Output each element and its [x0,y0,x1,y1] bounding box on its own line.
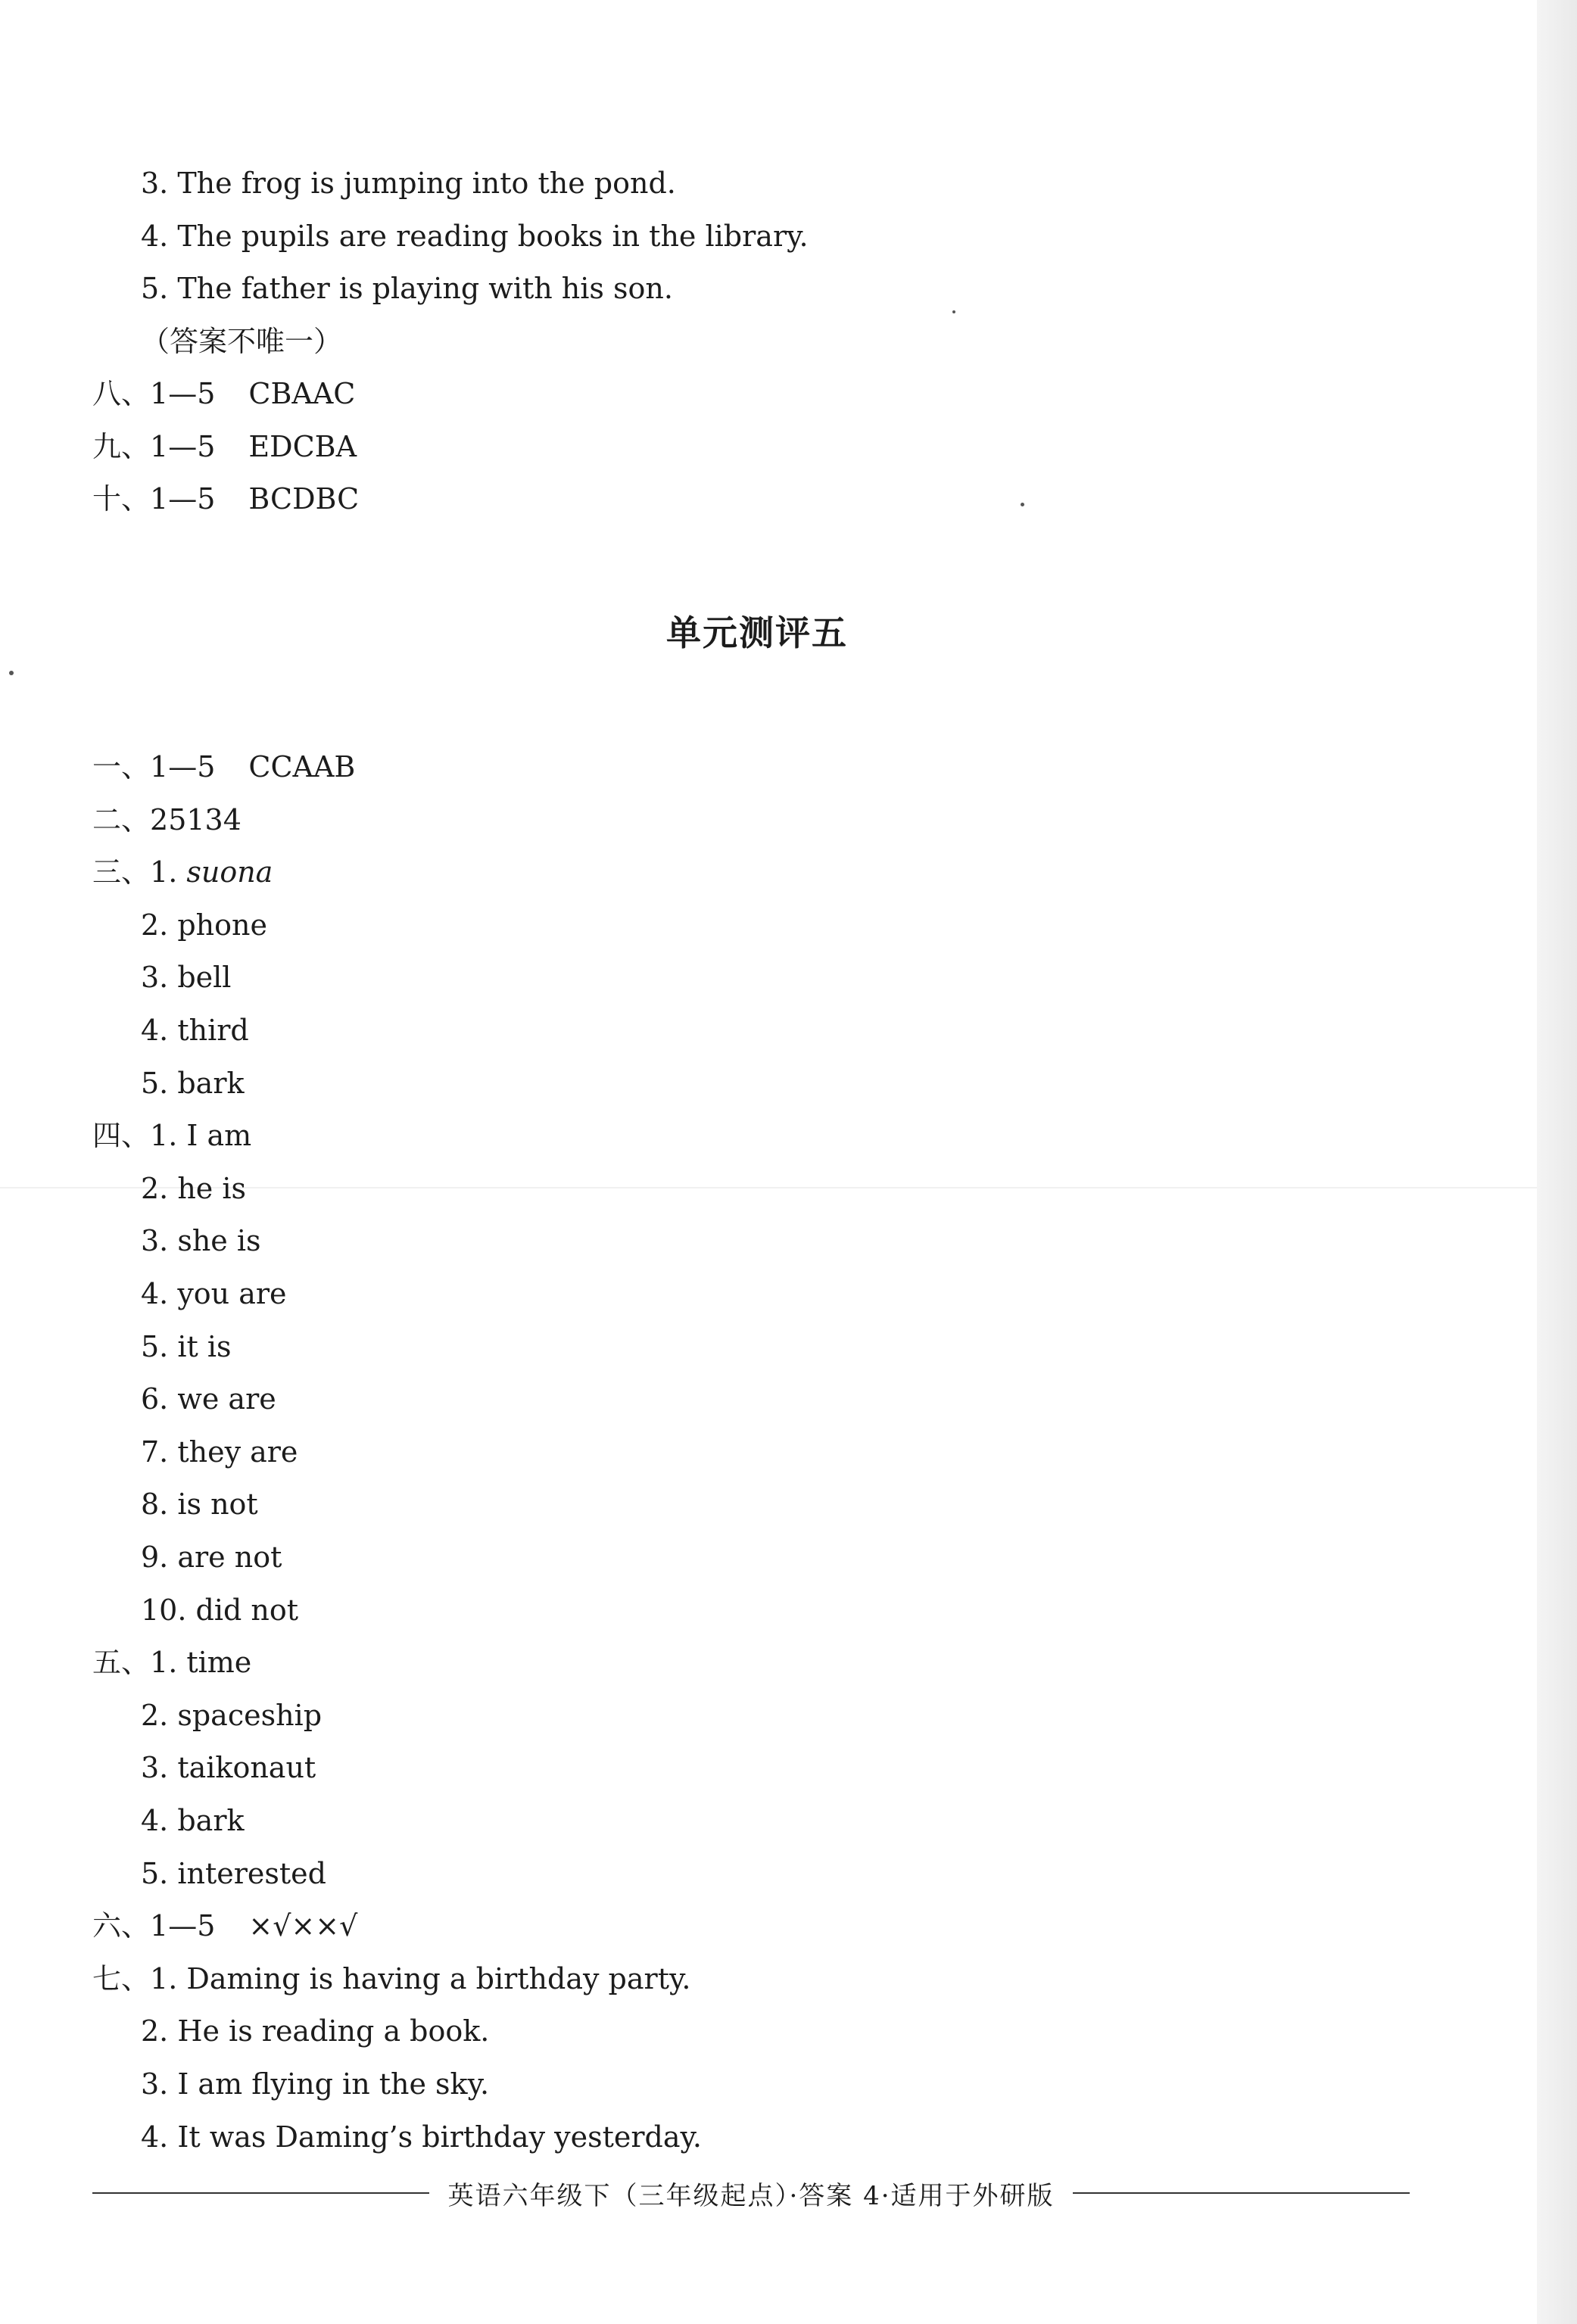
answer-key: EDCBA [248,429,357,463]
answer-line [141,1171,246,1206]
question-number: 九、 [92,429,151,463]
answer-text: 4. The pupils are reading books in the library. [141,219,809,253]
answer-text: 9. are not [141,1541,282,1574]
answer-line [92,481,359,516]
answer-line [92,802,242,837]
answer-text: 3. taikonaut [141,1751,316,1785]
answer-text: 3. she is [141,1224,261,1258]
answer-text: 2. phone [141,908,267,942]
question-number: 一、 [92,750,151,783]
answer-text: 1. [150,855,187,889]
answer-italic-word: suona [186,855,273,889]
answer-text: 25134 [150,802,242,836]
answer-line [141,1803,245,1838]
answer-text: 8. is not [141,1488,258,1522]
answer-text: 6. we are [141,1382,276,1416]
scan-speck [9,671,14,675]
answer-line [92,1645,251,1680]
answer-line [141,1223,261,1258]
answer-text: 10. did not [141,1593,299,1627]
answer-text: 1. I am [150,1119,252,1153]
answer-line [141,1750,316,1785]
answer-text: 4. bark [141,1804,245,1837]
answer-text: 5. bark [141,1066,245,1100]
answer-line [141,1066,245,1101]
answer-key: CCAAB [248,750,356,783]
answer-text: 4. third [141,1014,249,1047]
answer-line [141,219,809,254]
answer-line [141,1329,232,1364]
answer-line [141,1540,282,1575]
answer-text: 1. Daming is having a birthday party. [150,1961,691,1995]
answer-line [141,1698,322,1733]
answer-text: 2. he is [141,1171,247,1205]
answer-line [92,855,273,889]
scan-speck [1021,503,1024,506]
answer-line [141,2014,489,2048]
answer-line [141,166,676,201]
answer-line [92,1961,690,1996]
answer-line [92,1908,357,1943]
answer-line [141,1276,287,1311]
answer-line [141,1013,249,1048]
answer-text: 5. The father is playing with his son. [141,272,673,305]
answer-text: 1—5 [150,750,216,783]
answer-key: ×√××√ [248,1909,358,1943]
question-number: 二、 [92,802,151,836]
answer-text: 2. spaceship [141,1698,323,1732]
answer-line [92,376,355,411]
answer-line [141,271,673,306]
answer-line [141,2120,702,2154]
answer-line [141,1593,298,1628]
answer-text: 3. bell [141,961,232,995]
answer-text: 2. He is reading a book. [141,2014,490,2048]
answer-line [92,749,355,784]
question-number: 五、 [92,1646,151,1680]
answer-line [141,1435,298,1469]
answer-key: BCDBC [248,482,360,516]
answer-line [92,1118,251,1153]
answer-text: 1—5 [150,377,216,410]
answer-text: 3. I am flying in the sky. [141,2067,490,2101]
question-number: 十、 [92,482,151,516]
answer-text: 4. It was Daming’s birthday yesterday. [141,2120,702,2154]
answer-line [141,324,342,359]
answer-text: 1—5 [150,429,216,463]
answer-line [141,960,231,995]
question-number: 八、 [92,377,151,410]
answer-text: 1—5 [150,482,216,516]
answer-line [141,908,267,942]
answer-text: （答案不唯一） [141,324,343,358]
question-number: 三、 [92,855,151,889]
answer-line [141,1382,276,1416]
answer-line [92,429,357,464]
question-number: 六、 [92,1909,151,1943]
answer-text: 7. they are [141,1435,298,1469]
footer-rule-right [1073,2192,1410,2194]
answer-text: 5. interested [141,1856,326,1890]
answer-text: 1—5 [150,1909,216,1943]
footer-rule-left [92,2192,429,2194]
answer-text: 5. it is [141,1329,232,1363]
answer-text: 3. The frog is jumping into the pond. [141,167,676,200]
answer-line [141,1856,326,1891]
question-number: 四、 [92,1119,151,1153]
answer-text: 1. time [150,1646,252,1680]
scan-speck [952,310,955,313]
page-footer [92,2176,1410,2210]
answer-line [141,2067,489,2101]
scan-edge-shadow [1537,0,1577,2324]
answer-key: CBAAC [248,377,356,410]
answer-line [141,1487,258,1522]
answer-text: 4. you are [141,1277,287,1310]
section-title: 单元测评五 [666,612,848,653]
footer-text: 英语六年级下（三年级起点）·答案 4·适用于外研版 [447,2180,1055,2211]
question-number: 七、 [92,1961,151,1995]
